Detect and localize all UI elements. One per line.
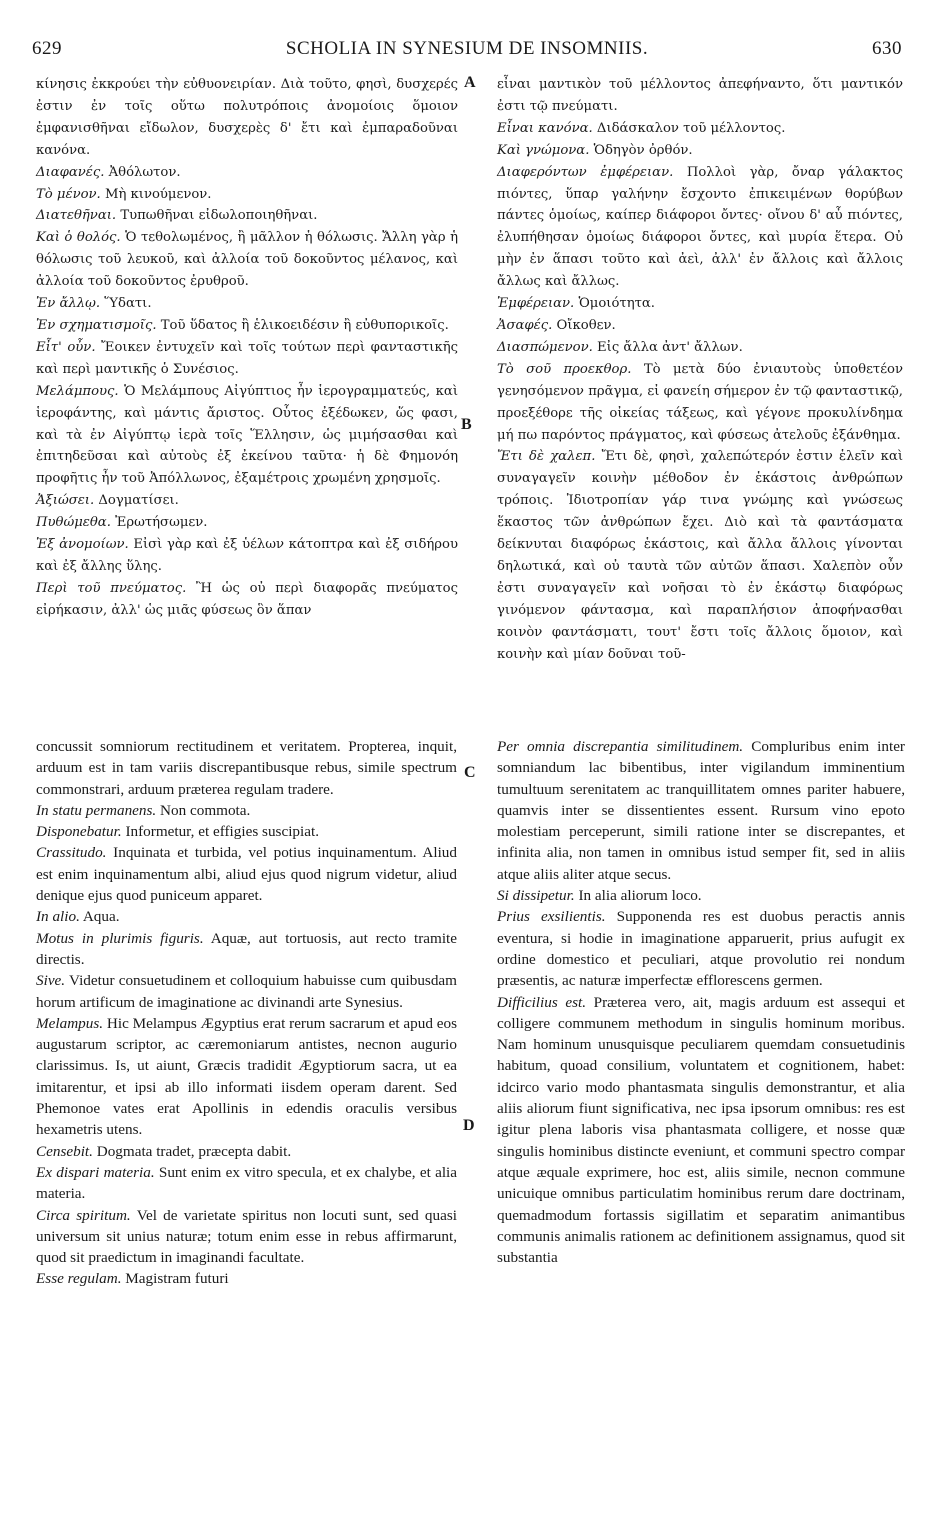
- gloss-text: Magistram futuri: [125, 1270, 229, 1288]
- gloss-text: Aqua.: [82, 908, 120, 926]
- lemma: Per omnia discrepantia similitudinem.: [497, 738, 744, 755]
- scholion-entry: [32, 842, 457, 906]
- scholion-entry: [32, 821, 457, 842]
- gloss-text: concussit somniorum rectitudinem et veritatem. Propterea, inquit, arduum est in tam variis discrepantibusque rebus, simile spectrum commonstrari, arduum præterea regulam tradere.: [36, 738, 457, 798]
- gloss-text: Non commota.: [160, 801, 251, 819]
- scholion-entry: [493, 118, 903, 140]
- scholion-entry: [32, 205, 458, 227]
- scholion-entry: [493, 140, 903, 162]
- margin-letter-b: B: [461, 416, 472, 433]
- scholion-entry: [493, 74, 903, 118]
- gloss-text: Ἀθόλωτον.: [108, 164, 181, 180]
- gloss-text: κίνησις ἐκκρούει τὴν εὐθυονειρίαν. Διὰ τοῦτο, φησὶ, δυσχερές ἐστιν ἐν τοῖς οὕτω πολυτρόποις ἀνομοίοις ὅμοιον ἐμφανισθῆναι εἴδωλον, δυσχερὲς δ' ἔτι καὶ ἐμπαραδοῦναι κανόνα.: [36, 77, 458, 158]
- gloss-text: Ὁ Μελάμπους Αἰγύπτιος ἦν ἱερογραμματεύς, καὶ ἱεροφάντης, καὶ μάντις ἄριστος. Οὗτος ἐξέδωκεν, ὥς φασι, καὶ τὰ ἐν Αἰγύπτῳ ἱερὰ τοῖς Ἕλλησιν, ὡς μιμήσασθαι καὶ ἐπιτηδεῦσαι καὶ αὐτοὺς ἐξ ἐκείνου ταῦτα· ἡ δὲ Φημονόη προφῆτις ἦν τοῦ Ἀπόλλωνος, ἐξαμέτροις χρωμένη χρησμοῖς.: [36, 383, 458, 487]
- lemma: Διατεθῆναι.: [36, 208, 117, 224]
- gloss-text: Compluribus enim inter somniandum lac bibentibus, inter vigilandum imminentium tumultuum serenitatem ac tranquillitatem omnes pariter habuere, quamvis inter se dissentientes essent. Rursum vino epoto molestiam perceperunt, simili ratione inter se discrepantes, et infinita alia, non tamen in omnibus istud semper fit, sed in aliis atque aliis aliter atque secus.: [497, 738, 905, 883]
- gloss-text: Aquæ, aut tortuosis, aut recto tramite directis.: [36, 929, 457, 968]
- gloss-text: Ἢ ὡς οὐ περὶ διαφορᾶς πνεύματος εἰρήκασιν, ἀλλ' ὡς μιᾶς φύσεως ὃν ἅπαν: [36, 580, 459, 618]
- lemma: Ἐξ ἀνομοίων.: [36, 537, 129, 553]
- gloss-text: Præterea vero, ait, magis arduum est assequi et colligere communem methodum in singulis hominum moribus. Nam hominum unusquisque peculiarem quemdam consuetudinis habitum, quoad consilium, voluntatem et cognitionem, habet: idcirco vario modo phantasmata singulis demonstrantur, et alia aliis aliorum fiunt significativa, nec ipsa ipsorum omnibus: res est igitur plena laboris visa phantasmata colligere, et nosse quæ singulis hominibus distincte eveniunt, et communi spectro compar atque æquale exprimere, hoc est, aliis simile, necnon commune unicuique omnibus particulatim hominibus rerum dare doctrinam, quemadmodum fortassis sigillatim et separatim animantibus communis animalis rationem ac definitionem assignamus, quod sit substantia: [497, 993, 906, 1267]
- scholion-entry: [493, 359, 903, 447]
- scholion-entry: [493, 315, 903, 337]
- scholion-entry: [32, 1268, 457, 1289]
- lemma: Crassitudo.: [36, 844, 107, 862]
- scholion-entry: [493, 906, 905, 991]
- gloss-text: Ὁδηγὸν ὀρθόν.: [593, 142, 693, 158]
- lemma: In statu permanens.: [36, 801, 157, 819]
- scholion-entry: [32, 578, 458, 622]
- lemma: Πυθώμεθα.: [36, 515, 111, 531]
- gloss-text: Informetur, et effigies suscipiat.: [125, 823, 319, 841]
- latin-translation-right-column: [493, 736, 905, 1268]
- lemma: Ex dispari materia.: [36, 1163, 155, 1181]
- gloss-text: Τοῦ ὕδατος ἢ ἑλικοειδέσιν ἢ εὐθυπορικοῖς.: [160, 317, 449, 333]
- scholion-entry: [32, 184, 458, 206]
- margin-letter-a: A: [464, 74, 476, 91]
- lemma: Διαφερόντων ἐμφέρειαν.: [497, 164, 674, 180]
- lemma: Disponebatur.: [36, 823, 122, 841]
- scholion-entry: [32, 1013, 457, 1141]
- lemma: Τὸ σοῦ προεκθορ.: [497, 361, 632, 377]
- lemma: Μελάμπους.: [36, 383, 119, 399]
- lemma: Ἀξιώσει.: [36, 493, 95, 509]
- lemma: Esse regulam.: [36, 1270, 122, 1288]
- scholion-entry: [32, 928, 457, 971]
- gloss-text: Εἰσὶ γὰρ καὶ ἐξ ὑέλων κάτοπτρα καὶ ἐξ σιδήρου καὶ ἐξ ἄλλης ὕλης.: [36, 537, 458, 574]
- gloss-text: Supponenda res est duobus peractis annis eventura, si hodie in imaginatione apparuerit, prius aufugit ex ordine domestico et peculiari, atque provolutio rei nondum præsentis, ac naturæ imperfectæ efflorescens germen.: [497, 908, 905, 990]
- scholion-entry: [32, 800, 457, 821]
- lemma: In alio.: [36, 908, 80, 926]
- lemma: Τὸ μένον.: [36, 186, 101, 202]
- gloss-text: Ἐρωτήσωμεν.: [115, 515, 208, 531]
- greek-scholia-right-column: [493, 74, 903, 665]
- lemma: Melampus.: [36, 1014, 104, 1032]
- gloss-text: Vel de varietate spiritus non locuti sunt, sed quasi universum sit unius naturæ; totum enim esse in rebus affirmarunt, quod sit praedictum in imaginandi facultate.: [36, 1206, 457, 1267]
- scholion-entry: [32, 534, 458, 578]
- scholion-entry: [32, 1162, 457, 1205]
- latin-translation-left-column: [32, 736, 457, 1290]
- gloss-text: Οἴκοθεν.: [556, 317, 616, 333]
- lemma: Si dissipetur.: [497, 887, 575, 905]
- scholion-entry: [32, 381, 458, 491]
- gloss-text: Hic Melampus Ægyptius erat rerum sacrarum et apud eos augustarum scriptor, ac cæremoniarum antistes, necnon augurio clarissimus. Is, ut aiunt, Græcis tradidit Ægyptiorum sacra, ut ea imitarentur, et ipsi ab illo informati iisdem operam darent. Sed Phemonoe vates erat Apollinis in edendis oraculis versibus hexametris utens.: [36, 1014, 458, 1139]
- lemma: Ἀσαφές.: [497, 317, 553, 333]
- scholion-entry: [32, 293, 458, 315]
- scholion-entry: [32, 490, 458, 512]
- scholion-entry: [493, 446, 903, 665]
- lemma: Διαφανές.: [36, 164, 105, 180]
- scholion-entry: [493, 736, 905, 885]
- scholion-entry: [32, 315, 458, 337]
- scholion-entry: [32, 906, 457, 927]
- gloss-text: Dogmata tradet, præcepta dabit.: [96, 1142, 292, 1160]
- gloss-text: Μὴ κινούμενον.: [104, 186, 212, 202]
- lemma: Difficilius est.: [497, 993, 587, 1011]
- lemma: Circa spiritum.: [36, 1206, 131, 1224]
- scholion-entry: [32, 512, 458, 534]
- scholion-entry: [32, 227, 458, 293]
- lemma: Διασπώμενον.: [497, 339, 593, 355]
- gloss-text: εἶναι μαντικὸν τοῦ μέλλοντος ἀπεφήναντο, ὅτι μαντικόν ἐστι τῷ πνεύματι.: [497, 77, 903, 114]
- page-number-left: 629: [32, 38, 62, 59]
- scholion-entry: [493, 162, 903, 293]
- scholion-entry: [32, 74, 458, 162]
- scholion-entry: [493, 337, 903, 359]
- gloss-text: Τυπωθῆναι εἰδωλοποιηθῆναι.: [120, 208, 318, 224]
- gloss-text: Τὸ μετὰ δύο ἐνιαυτοὺς ὑποθετέον γενησόμενον πρᾶγμα, εἰ φανείη σήμερον ἐν τῷ φανταστικῷ, προεξέθορε τῆς οἰκείας τάξεως, καὶ γέγονε προκυλίνδημα μή πω παρόντος πράγματος, καὶ φύσεως ἀτελοῦς ἐξάνθημα.: [497, 361, 903, 443]
- scholion-entry: [32, 162, 458, 184]
- lemma: Sive.: [36, 972, 66, 990]
- scholion-entry: [32, 736, 457, 800]
- running-header: [32, 38, 902, 60]
- running-title: SCHOLIA IN SYNESIUM DE INSOMNIIS.: [285, 38, 649, 59]
- lemma: Εἶναι κανόνα.: [497, 120, 593, 136]
- gloss-text: Ἔοικεν ἐντυχεῖν καὶ τοῖς τούτων περὶ φανταστικῆς καὶ περὶ μαντικῆς ὁ Συνέσιος.: [36, 339, 458, 377]
- lemma: Περὶ τοῦ πνεύματος.: [36, 580, 187, 596]
- lemma: Εἶτ' οὖν.: [36, 339, 96, 355]
- lemma: Καὶ ὁ θολός.: [36, 230, 121, 246]
- gloss-text: In alia aliorum loco.: [578, 887, 702, 905]
- gloss-text: Ὁ τεθολωμένος, ἢ μᾶλλον ἡ θόλωσις. Ἄλλη γὰρ ἡ θόλωσις τοῦ λευκοῦ, καὶ ἀλλοία τοῦ δοκοῦντος μέλανος, καὶ ἀλλοία τοῦ δοκοῦντος ἐρυθροῦ.: [36, 230, 458, 290]
- gloss-text: Sunt enim ex vitro specula, et ex chalybe, et alia materia.: [36, 1163, 457, 1203]
- lemma: Censebit.: [36, 1142, 93, 1160]
- lemma: Motus in plurimis figuris.: [36, 929, 204, 947]
- gloss-text: Ὕδατι.: [104, 296, 152, 312]
- gloss-text: Εἰς ἄλλα ἀντ' ἄλλων.: [597, 339, 743, 355]
- lemma: Ἔτι δὲ χαλεπ.: [497, 449, 596, 465]
- gloss-text: Πολλοὶ γὰρ, ὄναρ γάλακτος πιόντες, ὕπαρ γαλήνην ἔσχοντο ἐπικειμένων θορύβων πάντες ὁμοίως, καίπερ διάφοροι ὄντες· οἴνου δ' αὖ πιόντες, ἐλυπήθησαν ὁμοίως διάφοροι ὄντες, καὶ μυρία ἕτερα. Οὐ μὴν ἐν ἅπασι τοῦτο καὶ ἀεὶ, ἀλλ' ἐν ἄλλοις καὶ ἄλλοις ἄλλως καὶ ἄλλως.: [497, 164, 903, 290]
- scholion-entry: [493, 885, 905, 906]
- lemma: Ἐμφέρειαν.: [497, 296, 575, 312]
- scholion-entry: [32, 337, 458, 381]
- scholion-entry: [32, 1141, 457, 1162]
- scholion-entry: [32, 970, 457, 1013]
- lemma: Prius exsilientis.: [497, 908, 606, 926]
- gloss-text: Ὁμοιότητα.: [578, 296, 655, 312]
- gloss-text: Διδάσκαλον τοῦ μέλλοντος.: [596, 120, 786, 136]
- margin-letter-d: D: [463, 1117, 475, 1134]
- lemma: Ἐν σχηματισμοῖς.: [36, 317, 157, 333]
- scholion-entry: [32, 1205, 457, 1269]
- margin-letter-c: C: [464, 764, 476, 781]
- lemma: Καὶ γνώμονα.: [497, 142, 590, 158]
- gloss-text: Δογματίσει.: [98, 493, 179, 509]
- scholion-entry: [493, 293, 903, 315]
- gloss-text: Ἔτι δὲ, φησὶ, χαλεπώτερόν ἐστιν ἑλεῖν καὶ συναγαγεῖν κοινὴν μέθοδον ἐν ἑκάστοις ἀνθρώπων τρόποις. Ἰδιοτροπίαν γάρ τινα γνώμης καὶ γνώσεως ἕκαστος τῶν ἀνθρώπων ἔχει. Διὸ καὶ τὰ φαντάσματα δείκνυται διαφόρως ἑκάστοις, καὶ ἄλλα ἄλλοις γίνονται δηλωτικά, καὶ οὐ ταυτὰ τῶν αὐτῶν ἅπασι. Χαλεπὸν οὖν ἐστι συναγαγεῖν καὶ νοῆσαι τὸ ἐν ἑκάστῳ διαφόρως γινόμενον φάντασμα, καὶ παραπλήσιον ἀποφήνασθαι κοινὸν φαντάσματι, τουτ' ἔστι τοῖς ἄλλοις ὅμοιον, καὶ κοινὴν καὶ μίαν δοῦναι τοῦ-: [497, 449, 903, 662]
- scholion-entry: [493, 992, 905, 1269]
- gloss-text: Inquinata et turbida, vel potius inquinamentum. Aliud est enim inquinamentum albi, aliud ejus quod nigrum videtur, aliud denique ejus quod puniceum apparet.: [36, 844, 457, 905]
- page-number-right: 630: [872, 38, 902, 59]
- greek-scholia-left-column: [32, 74, 458, 622]
- lemma: Ἐν ἄλλῳ.: [36, 296, 101, 312]
- gloss-text: Videtur consuetudinem et colloquium habuisse cum quibusdam horum artificum de imaginatione ac divinandi arte Synesius.: [36, 972, 457, 1011]
